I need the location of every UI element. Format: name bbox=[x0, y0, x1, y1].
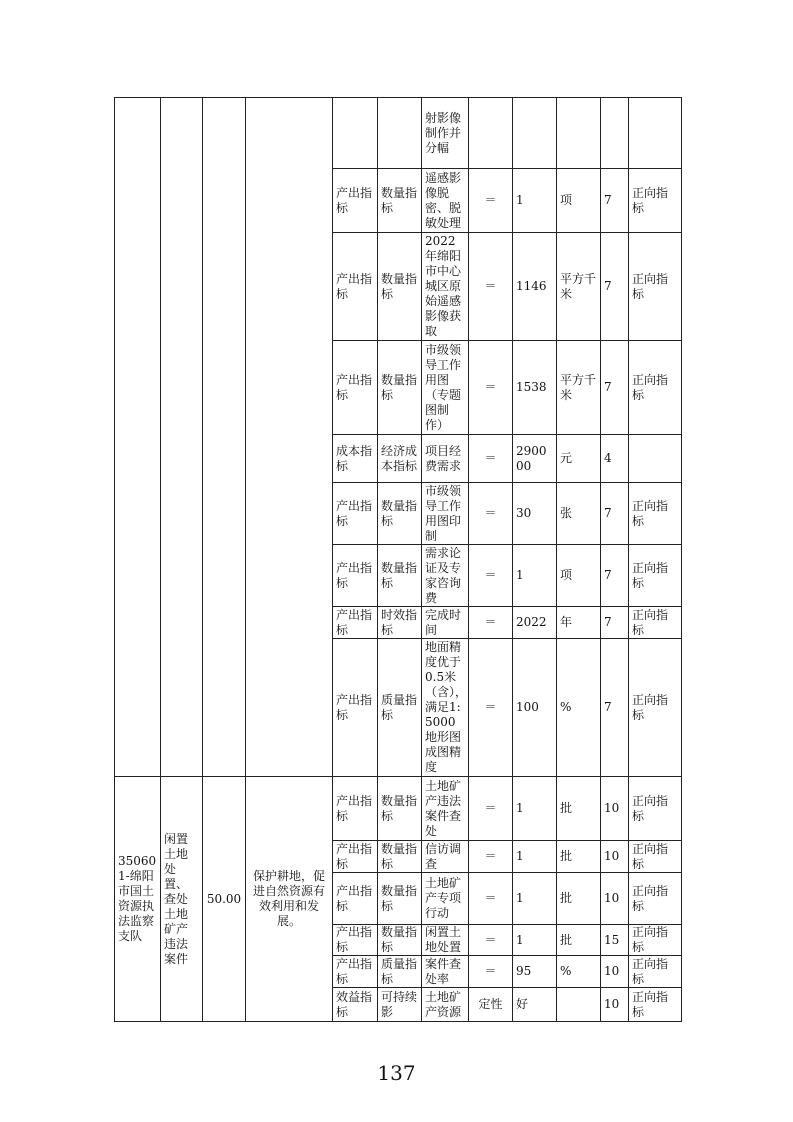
operator-cell: ＝ bbox=[469, 483, 513, 545]
weight-cell: 7 bbox=[601, 607, 629, 639]
indicator-level2-cell: 时效指标 bbox=[378, 607, 422, 639]
indicator-level2-cell: 数量指标 bbox=[378, 841, 422, 873]
weight-cell: 7 bbox=[601, 545, 629, 607]
operator-cell: ＝ bbox=[469, 873, 513, 925]
direction-cell: 正向指标 bbox=[629, 483, 682, 545]
indicator-level2-cell bbox=[378, 98, 422, 169]
table-row bbox=[115, 777, 682, 841]
unit-name-cell bbox=[115, 98, 161, 777]
direction-cell: 正向指标 bbox=[629, 169, 682, 233]
target-value-cell: 1 bbox=[513, 925, 557, 956]
indicator-level1-cell: 效益指标 bbox=[333, 988, 378, 1022]
operator-cell: ＝ bbox=[469, 956, 513, 988]
indicator-level1-cell bbox=[333, 98, 378, 169]
unit-cell bbox=[557, 988, 601, 1022]
amount-cell bbox=[203, 98, 246, 777]
indicator-name-cell: 信访调查 bbox=[422, 841, 469, 873]
indicator-name-cell: 土地矿产专项行动 bbox=[422, 873, 469, 925]
indicator-level1-cell: 产出指标 bbox=[333, 873, 378, 925]
indicator-name-cell: 案件查处率 bbox=[422, 956, 469, 988]
indicator-name-cell: 闲置土地处置 bbox=[422, 925, 469, 956]
direction-cell bbox=[629, 98, 682, 169]
weight-cell bbox=[601, 98, 629, 169]
unit-cell: 批 bbox=[557, 777, 601, 841]
indicator-name-cell: 地面精度优于0.5米（含），满足1:5000地形图成图精度 bbox=[422, 639, 469, 777]
direction-cell: 正向指标 bbox=[629, 341, 682, 435]
performance-indicator-table bbox=[114, 97, 682, 1022]
indicator-level1-cell: 产出指标 bbox=[333, 607, 378, 639]
project-name-cell: 闲置土地处置、查处土地矿产违法案件 bbox=[161, 777, 203, 1022]
indicator-level2-cell: 数量指标 bbox=[378, 341, 422, 435]
indicator-level2-cell: 数量指标 bbox=[378, 483, 422, 545]
operator-cell: ＝ bbox=[469, 607, 513, 639]
weight-cell: 10 bbox=[601, 988, 629, 1022]
indicator-level1-cell: 产出指标 bbox=[333, 341, 378, 435]
unit-cell: % bbox=[557, 956, 601, 988]
unit-cell: 批 bbox=[557, 925, 601, 956]
unit-cell: % bbox=[557, 639, 601, 777]
project-goal-cell: 保护耕地，促进自然资源有效利用和发展。 bbox=[246, 777, 333, 1022]
project-name-cell bbox=[161, 98, 203, 777]
unit-cell: 张 bbox=[557, 483, 601, 545]
target-value-cell: 1 bbox=[513, 777, 557, 841]
operator-cell: ＝ bbox=[469, 545, 513, 607]
target-value-cell: 1 bbox=[513, 873, 557, 925]
target-value-cell: 1 bbox=[513, 169, 557, 233]
indicator-level2-cell: 数量指标 bbox=[378, 873, 422, 925]
target-value-cell: 100 bbox=[513, 639, 557, 777]
target-value-cell: 290000 bbox=[513, 435, 557, 483]
indicator-name-cell: 遥感影像脱密、脱敏处理 bbox=[422, 169, 469, 233]
unit-cell: 批 bbox=[557, 841, 601, 873]
weight-cell: 10 bbox=[601, 841, 629, 873]
table-row bbox=[115, 98, 682, 169]
target-value-cell: 1538 bbox=[513, 341, 557, 435]
indicator-name-cell: 项目经费需求 bbox=[422, 435, 469, 483]
weight-cell: 7 bbox=[601, 341, 629, 435]
direction-cell: 正向指标 bbox=[629, 777, 682, 841]
indicator-level2-cell: 经济成本指标 bbox=[378, 435, 422, 483]
unit-name-cell: 350601-绵阳市国土资源执法监察支队 bbox=[115, 777, 161, 1022]
page-number: 137 bbox=[377, 1061, 416, 1085]
indicator-name-cell: 射影像制作并分幅 bbox=[422, 98, 469, 169]
direction-cell: 正向指标 bbox=[629, 841, 682, 873]
unit-cell: 年 bbox=[557, 607, 601, 639]
indicator-level1-cell: 产出指标 bbox=[333, 777, 378, 841]
indicator-level2-cell: 数量指标 bbox=[378, 233, 422, 341]
weight-cell: 4 bbox=[601, 435, 629, 483]
operator-cell: ＝ bbox=[469, 925, 513, 956]
unit-cell: 批 bbox=[557, 873, 601, 925]
weight-cell: 7 bbox=[601, 639, 629, 777]
operator-cell: ＝ bbox=[469, 341, 513, 435]
weight-cell: 10 bbox=[601, 956, 629, 988]
target-value-cell: 2022 bbox=[513, 607, 557, 639]
indicator-level1-cell: 产出指标 bbox=[333, 545, 378, 607]
project-goal-cell bbox=[246, 98, 333, 777]
target-value-cell: 1 bbox=[513, 841, 557, 873]
indicator-level2-cell: 数量指标 bbox=[378, 777, 422, 841]
direction-cell: 正向指标 bbox=[629, 233, 682, 341]
indicator-name-cell: 市级领导工作用图印制 bbox=[422, 483, 469, 545]
direction-cell: 正向指标 bbox=[629, 925, 682, 956]
operator-cell: 定性 bbox=[469, 988, 513, 1022]
indicator-level1-cell: 产出指标 bbox=[333, 639, 378, 777]
weight-cell: 10 bbox=[601, 873, 629, 925]
unit-cell: 项 bbox=[557, 169, 601, 233]
target-value-cell: 95 bbox=[513, 956, 557, 988]
operator-cell: ＝ bbox=[469, 435, 513, 483]
indicator-level1-cell: 产出指标 bbox=[333, 233, 378, 341]
indicator-level2-cell: 质量指标 bbox=[378, 956, 422, 988]
direction-cell: 正向指标 bbox=[629, 988, 682, 1022]
indicator-name-cell: 土地矿产资源 bbox=[422, 988, 469, 1022]
direction-cell: 正向指标 bbox=[629, 873, 682, 925]
indicator-level1-cell: 产出指标 bbox=[333, 925, 378, 956]
indicator-level1-cell: 成本指标 bbox=[333, 435, 378, 483]
operator-cell: ＝ bbox=[469, 233, 513, 341]
operator-cell: ＝ bbox=[469, 639, 513, 777]
operator-cell: ＝ bbox=[469, 841, 513, 873]
indicator-level1-cell: 产出指标 bbox=[333, 841, 378, 873]
weight-cell: 7 bbox=[601, 483, 629, 545]
indicator-level1-cell: 产出指标 bbox=[333, 169, 378, 233]
target-value-cell bbox=[513, 98, 557, 169]
indicator-level2-cell: 质量指标 bbox=[378, 639, 422, 777]
indicator-name-cell: 需求论证及专家咨询费 bbox=[422, 545, 469, 607]
indicator-level2-cell: 数量指标 bbox=[378, 545, 422, 607]
indicator-level1-cell: 产出指标 bbox=[333, 483, 378, 545]
target-value-cell: 1146 bbox=[513, 233, 557, 341]
direction-cell: 正向指标 bbox=[629, 545, 682, 607]
weight-cell: 10 bbox=[601, 777, 629, 841]
operator-cell bbox=[469, 98, 513, 169]
indicator-level2-cell: 数量指标 bbox=[378, 169, 422, 233]
direction-cell: 正向指标 bbox=[629, 607, 682, 639]
unit-cell: 平方千米 bbox=[557, 341, 601, 435]
direction-cell: 正向指标 bbox=[629, 639, 682, 777]
amount-cell: 50.00 bbox=[203, 777, 246, 1022]
indicator-level2-cell: 数量指标 bbox=[378, 925, 422, 956]
target-value-cell: 30 bbox=[513, 483, 557, 545]
indicator-name-cell: 2022年绵阳市中心城区原始遥感影像获取 bbox=[422, 233, 469, 341]
indicator-level1-cell: 产出指标 bbox=[333, 956, 378, 988]
operator-cell: ＝ bbox=[469, 777, 513, 841]
indicator-name-cell: 完成时间 bbox=[422, 607, 469, 639]
direction-cell: 正向指标 bbox=[629, 956, 682, 988]
operator-cell: ＝ bbox=[469, 169, 513, 233]
weight-cell: 7 bbox=[601, 233, 629, 341]
target-value-cell: 1 bbox=[513, 545, 557, 607]
indicator-level2-cell: 可持续影 bbox=[378, 988, 422, 1022]
weight-cell: 7 bbox=[601, 169, 629, 233]
direction-cell bbox=[629, 435, 682, 483]
unit-cell: 元 bbox=[557, 435, 601, 483]
unit-cell bbox=[557, 98, 601, 169]
unit-cell: 项 bbox=[557, 545, 601, 607]
indicator-name-cell: 市级领导工作用图（专题图制作） bbox=[422, 341, 469, 435]
indicator-name-cell: 土地矿产违法案件查处 bbox=[422, 777, 469, 841]
unit-cell: 平方千米 bbox=[557, 233, 601, 341]
target-value-cell: 好 bbox=[513, 988, 557, 1022]
weight-cell: 15 bbox=[601, 925, 629, 956]
